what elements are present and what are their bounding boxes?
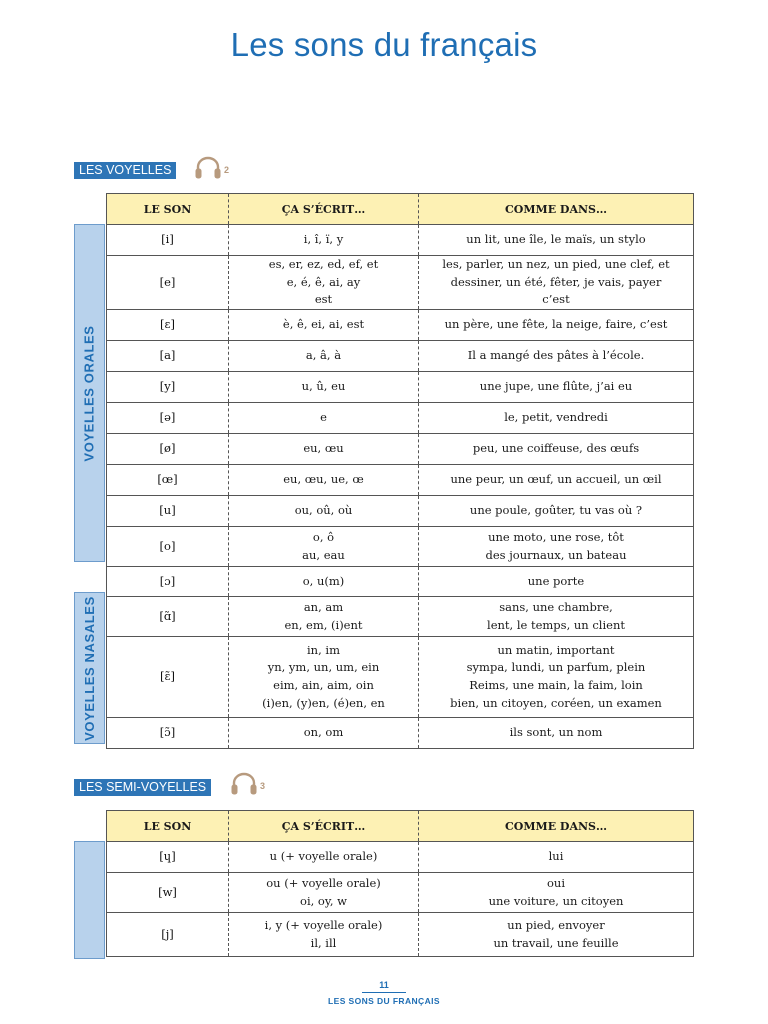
spelling-line: yn, ym, un, um, ein bbox=[267, 660, 380, 675]
ipa-sound: [œ] bbox=[107, 465, 229, 496]
example-line: une poule, goûter, tu vas où ? bbox=[469, 503, 643, 518]
headphones-icon bbox=[193, 156, 223, 180]
spelling-line: u, û, eu bbox=[301, 379, 346, 394]
spelling-line: ou (+ voyelle orale) bbox=[266, 875, 381, 890]
example-line: un lit, une île, le maïs, un stylo bbox=[466, 232, 646, 247]
example-cell bbox=[419, 256, 694, 310]
spelling-line: en, em, (i)ent bbox=[284, 617, 363, 632]
ipa-sound: [ə] bbox=[107, 403, 229, 434]
example-line: oui bbox=[546, 875, 565, 890]
header-le-son: LE SON bbox=[107, 194, 229, 225]
spelling-cell bbox=[229, 527, 419, 567]
footer-label: LES SONS DU FRANÇAIS bbox=[328, 996, 440, 1006]
spelling-line: eim, ain, aim, oin bbox=[273, 678, 374, 692]
table-row bbox=[107, 434, 694, 465]
ipa-sound: [ɥ] bbox=[107, 842, 229, 873]
ipa-sound: [y] bbox=[107, 372, 229, 403]
spelling-cell bbox=[229, 341, 419, 372]
spelling-line: a, â, à bbox=[305, 348, 342, 363]
ipa-sound: [i] bbox=[107, 225, 229, 256]
example-line: une voiture, un citoyen bbox=[488, 893, 624, 908]
header-comme-dans: COMME DANS… bbox=[419, 194, 694, 225]
spelling-line: an, am bbox=[303, 599, 344, 614]
page-title: Les sons du français bbox=[230, 26, 538, 63]
ipa-sound: [w] bbox=[107, 873, 229, 913]
table-row bbox=[107, 527, 694, 567]
spelling-line: è, ê, ei, ai, est bbox=[282, 317, 365, 332]
example-line: lent, le temps, un client bbox=[487, 617, 625, 632]
spelling-cell bbox=[229, 434, 419, 465]
example-line: une moto, une rose, tôt bbox=[488, 529, 624, 544]
example-line: c’est bbox=[542, 292, 570, 307]
spelling-cell bbox=[229, 873, 419, 913]
table-header-row bbox=[107, 194, 694, 225]
example-line: sympa, lundi, un parfum, plein bbox=[466, 660, 646, 675]
table-row bbox=[107, 465, 694, 496]
table-row bbox=[107, 842, 694, 873]
spelling-line: e bbox=[320, 410, 327, 425]
example-cell bbox=[419, 403, 694, 434]
example-line: peu, une coiffeuse, des œufs bbox=[472, 441, 640, 456]
example-line: lui bbox=[548, 849, 564, 864]
example-line: un travail, une feuille bbox=[493, 935, 619, 950]
example-cell bbox=[419, 567, 694, 597]
example-cell bbox=[419, 465, 694, 496]
voyelles-table bbox=[106, 193, 694, 749]
spelling-cell bbox=[229, 637, 419, 718]
ipa-sound: [ɛ̃] bbox=[107, 637, 229, 718]
footer-divider bbox=[362, 992, 406, 993]
audio-track-number: 2 bbox=[224, 165, 230, 175]
spelling-cell bbox=[229, 567, 419, 597]
table-row bbox=[107, 567, 694, 597]
example-line: sans, une chambre, bbox=[499, 599, 613, 614]
table-row bbox=[107, 873, 694, 913]
example-cell bbox=[419, 873, 694, 913]
spelling-cell bbox=[229, 496, 419, 527]
example-line: Il a mangé des pâtes à l’école. bbox=[467, 348, 645, 363]
group-voyelles-orales bbox=[74, 224, 105, 562]
group-label-orales: VOYELLES ORALES bbox=[82, 324, 98, 462]
spelling-line: eu, œu bbox=[303, 441, 344, 456]
header-comme-dans: COMME DANS… bbox=[419, 811, 694, 842]
example-cell bbox=[419, 597, 694, 637]
spelling-cell bbox=[229, 718, 419, 749]
spelling-line: in, im bbox=[307, 642, 340, 657]
table-row bbox=[107, 403, 694, 434]
example-line: dessiner, un été, fêter, je vais, payer bbox=[450, 274, 662, 289]
example-line: un pied, envoyer bbox=[507, 917, 605, 932]
spelling-cell bbox=[229, 256, 419, 310]
group-voyelles-nasales bbox=[74, 592, 105, 744]
table-header-row bbox=[107, 811, 694, 842]
table-row bbox=[107, 310, 694, 341]
ipa-sound: [o] bbox=[107, 527, 229, 567]
table-row bbox=[107, 372, 694, 403]
ipa-sound: [u] bbox=[107, 496, 229, 527]
example-cell bbox=[419, 372, 694, 403]
example-line: un père, une fête, la neige, faire, c’est bbox=[444, 317, 668, 332]
header-ca-secrit: ÇA S’ÉCRIT… bbox=[229, 811, 419, 842]
spelling-line: e, é, ê, ai, ay bbox=[286, 274, 361, 289]
example-cell bbox=[419, 637, 694, 718]
example-cell bbox=[419, 434, 694, 465]
header-ca-secrit: ÇA S’ÉCRIT… bbox=[229, 194, 419, 225]
ipa-sound: [ɔ] bbox=[107, 567, 229, 597]
section-label-semi-voyelles: LES SEMI-VOYELLES bbox=[74, 779, 211, 796]
spelling-cell bbox=[229, 403, 419, 434]
ipa-sound: [ɑ̃] bbox=[107, 597, 229, 637]
spelling-line: est bbox=[314, 292, 333, 307]
table-row bbox=[107, 496, 694, 527]
table-row bbox=[107, 597, 694, 637]
spelling-line: u (+ voyelle orale) bbox=[269, 849, 378, 864]
table-row bbox=[107, 341, 694, 372]
spelling-line: eu, œu, ue, œ bbox=[283, 472, 364, 487]
spelling-cell bbox=[229, 372, 419, 403]
spelling-cell bbox=[229, 465, 419, 496]
spelling-line: au, eau bbox=[302, 547, 345, 562]
semi-voyelles-table bbox=[106, 810, 694, 957]
example-line: le, petit, vendredi bbox=[504, 410, 608, 425]
example-line: des journaux, un bateau bbox=[485, 547, 627, 562]
headphones-icon bbox=[229, 772, 259, 796]
example-cell bbox=[419, 913, 694, 957]
example-line: Reims, une main, la faim, loin bbox=[469, 678, 643, 692]
spelling-line: o, u(m) bbox=[302, 573, 345, 588]
example-line: une peur, un œuf, un accueil, un œil bbox=[450, 472, 662, 487]
audio-track-semi-voyelles[interactable] bbox=[229, 772, 273, 798]
ipa-sound: [ø] bbox=[107, 434, 229, 465]
example-line: les, parler, un nez, un pied, une clef, et bbox=[442, 257, 670, 272]
group-label-nasales: VOYELLES NASALES bbox=[82, 595, 97, 741]
spelling-line: (i)en, (y)en, (é)en, en bbox=[262, 695, 385, 710]
table-row bbox=[107, 225, 694, 256]
example-line: un matin, important bbox=[497, 642, 615, 657]
spelling-cell bbox=[229, 842, 419, 873]
spelling-line: oi, oy, w bbox=[300, 893, 347, 908]
example-cell bbox=[419, 225, 694, 256]
header-le-son: LE SON bbox=[107, 811, 229, 842]
spelling-line: on, om bbox=[303, 725, 344, 740]
example-line: bien, un citoyen, coréen, un examen bbox=[450, 695, 662, 710]
example-line: une jupe, une flûte, j’ai eu bbox=[479, 379, 633, 394]
table-row bbox=[107, 637, 694, 718]
example-cell bbox=[419, 718, 694, 749]
audio-track-number: 3 bbox=[260, 781, 266, 791]
page-number: 11 bbox=[379, 980, 389, 990]
spelling-line: ou, oû, où bbox=[294, 503, 353, 518]
example-cell bbox=[419, 310, 694, 341]
section-label-voyelles: LES VOYELLES bbox=[74, 162, 176, 179]
example-cell bbox=[419, 341, 694, 372]
spelling-cell bbox=[229, 597, 419, 637]
ipa-sound: [a] bbox=[107, 341, 229, 372]
ipa-sound: [ɔ̃] bbox=[107, 718, 229, 749]
spelling-cell bbox=[229, 225, 419, 256]
ipa-sound: [e] bbox=[107, 256, 229, 310]
spelling-line: o, ô bbox=[312, 529, 335, 544]
spelling-line: il, ill bbox=[310, 935, 337, 950]
spelling-cell bbox=[229, 913, 419, 957]
ipa-sound: [ɛ] bbox=[107, 310, 229, 341]
example-line: ils sont, un nom bbox=[509, 725, 603, 740]
audio-track-voyelles[interactable] bbox=[193, 156, 237, 182]
example-cell bbox=[419, 527, 694, 567]
spelling-line: i, y (+ voyelle orale) bbox=[264, 917, 383, 932]
example-line: une porte bbox=[527, 573, 585, 588]
table-row bbox=[107, 913, 694, 957]
group-semi-voyelles bbox=[74, 841, 105, 959]
table-row bbox=[107, 718, 694, 749]
table-row bbox=[107, 256, 694, 310]
spelling-line: i, î, ï, y bbox=[303, 232, 344, 247]
ipa-sound: [j] bbox=[107, 913, 229, 957]
spelling-line: es, er, ez, ed, ef, et bbox=[268, 257, 379, 272]
spelling-cell bbox=[229, 310, 419, 341]
example-cell bbox=[419, 496, 694, 527]
example-cell bbox=[419, 842, 694, 873]
